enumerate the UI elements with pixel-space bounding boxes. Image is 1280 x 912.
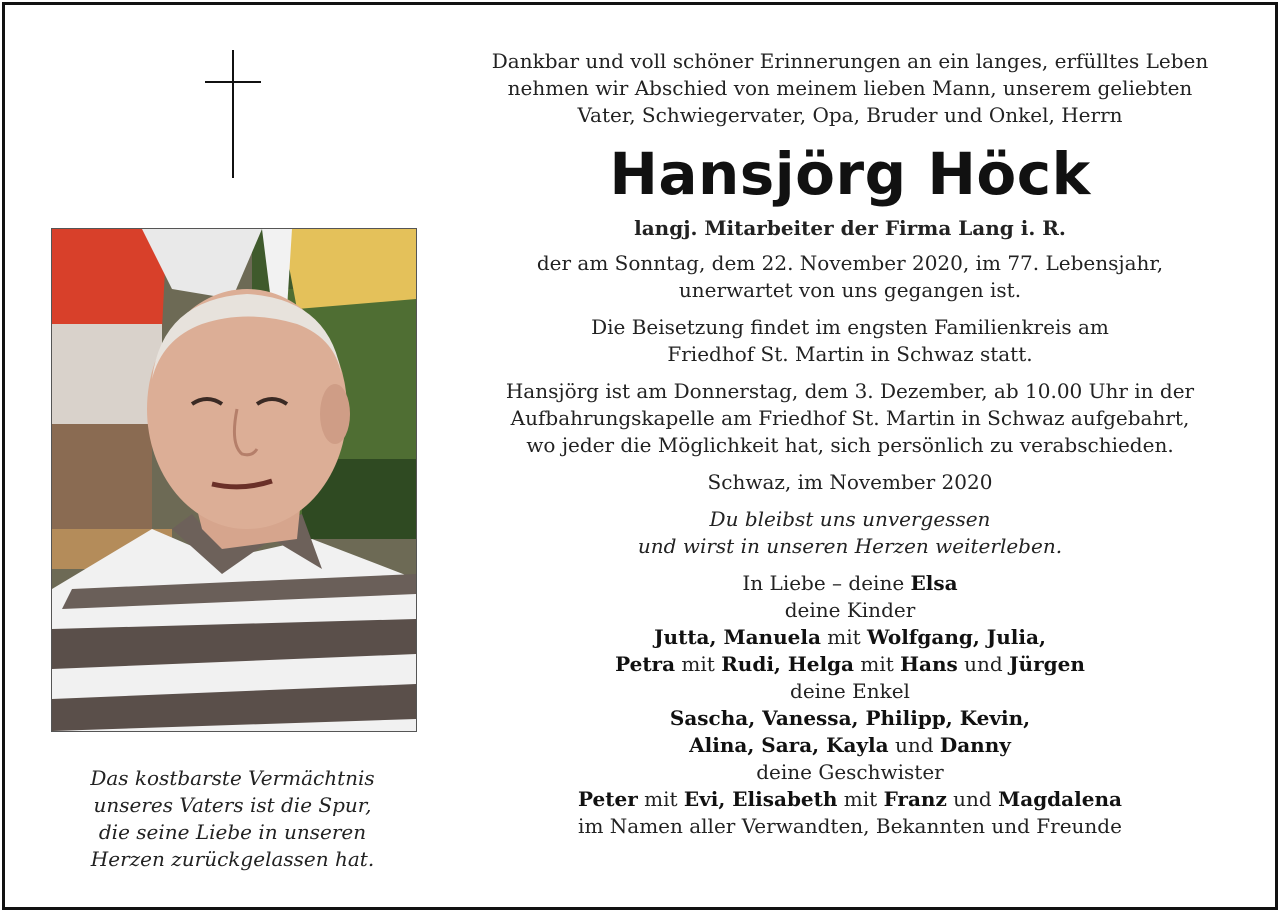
- family-name: Jutta, Manuela: [654, 625, 821, 649]
- family-wife: [445, 570, 1255, 597]
- family-text: In Liebe – deine: [742, 571, 911, 595]
- family-name: Magdalena: [998, 787, 1122, 811]
- family-text: mit: [637, 787, 684, 811]
- death-line: unerwartet von uns gegangen ist.: [678, 278, 1022, 302]
- family-name: Danny: [939, 733, 1011, 757]
- family-text: mit: [675, 652, 722, 676]
- family-name: Wolfgang, Julia,: [867, 625, 1046, 649]
- grandchildren-line: [445, 732, 1255, 759]
- viewing-line: Aufbahrungskapelle am Friedhof St. Martin in Schwaz aufgebahrt,: [510, 406, 1190, 430]
- obituary-text: [445, 48, 1255, 840]
- family-name: Sascha, Vanessa, Philipp, Kevin,: [669, 706, 1031, 730]
- children-line: [445, 651, 1255, 678]
- family-text: mit: [854, 652, 901, 676]
- family-name: Petra: [615, 652, 676, 676]
- grandchildren-line: [445, 705, 1255, 732]
- family-name: Evi, Elisabeth: [683, 787, 838, 811]
- family-text: mit: [820, 625, 868, 649]
- children-line: [445, 624, 1255, 651]
- obituary-frame: [2, 2, 1278, 910]
- memorial-line: und wirst in unseren Herzen weiterleben.: [637, 534, 1063, 558]
- closing-line: im Namen aller Verwandten, Bekannten und Freunde: [578, 814, 1122, 838]
- family-text: und: [957, 652, 1010, 676]
- cross-icon: [205, 50, 261, 178]
- family-name: Hans: [900, 652, 958, 676]
- funeral-line: Die Beisetzung findet im engsten Familienkreis am: [591, 315, 1109, 339]
- family-name: Rudi, Helga: [721, 652, 855, 676]
- family-name: Jürgen: [1009, 652, 1085, 676]
- siblings-line: [445, 786, 1255, 813]
- place-date: Schwaz, im November 2020: [707, 470, 993, 494]
- quote-line: die seine Liebe in unseren: [98, 820, 367, 844]
- viewing-line: Hansjörg ist am Donnerstag, dem 3. Dezember, ab 10.00 Uhr in der: [505, 379, 1195, 403]
- viewing-line: wo jeder die Möglichkeit hat, sich persönlich zu verabschieden.: [526, 433, 1174, 457]
- intro-line: Dankbar und voll schöner Erinnerungen an ein langes, erfülltes Leben: [491, 49, 1209, 73]
- family-name: Alina, Sara, Kayla: [689, 733, 889, 757]
- death-line: der am Sonntag, dem 22. November 2020, im 77. Lebensjahr,: [536, 251, 1164, 275]
- deceased-name: Hansjörg Höck: [609, 140, 1091, 208]
- intro-line: nehmen wir Abschied von meinem lieben Mann, unserem geliebten: [507, 76, 1193, 100]
- memorial-line: Du bleibst uns unvergessen: [709, 507, 991, 531]
- quote-line: Herzen zurückgelassen hat.: [90, 847, 375, 871]
- funeral-line: Friedhof St. Martin in Schwaz statt.: [667, 342, 1033, 366]
- children-label: deine Kinder: [784, 598, 916, 622]
- family-text: mit: [837, 787, 884, 811]
- intro-line: Vater, Schwiegervater, Opa, Bruder und Onkel, Herrn: [577, 103, 1123, 127]
- quote-line: unseres Vaters ist die Spur,: [93, 793, 372, 817]
- family-name: Franz: [883, 787, 947, 811]
- family-name: Elsa: [910, 571, 958, 595]
- siblings-label: deine Geschwister: [756, 760, 944, 784]
- portrait-photo: [51, 228, 417, 732]
- quote-line: Das kostbarste Vermächtnis: [90, 766, 375, 790]
- family-text: und: [946, 787, 999, 811]
- deceased-subtitle: langj. Mitarbeiter der Firma Lang i. R.: [634, 216, 1066, 240]
- memorial-quote: [45, 765, 420, 873]
- family-text: und: [888, 733, 940, 757]
- family-name: Peter: [578, 787, 638, 811]
- grandchildren-label: deine Enkel: [790, 679, 910, 703]
